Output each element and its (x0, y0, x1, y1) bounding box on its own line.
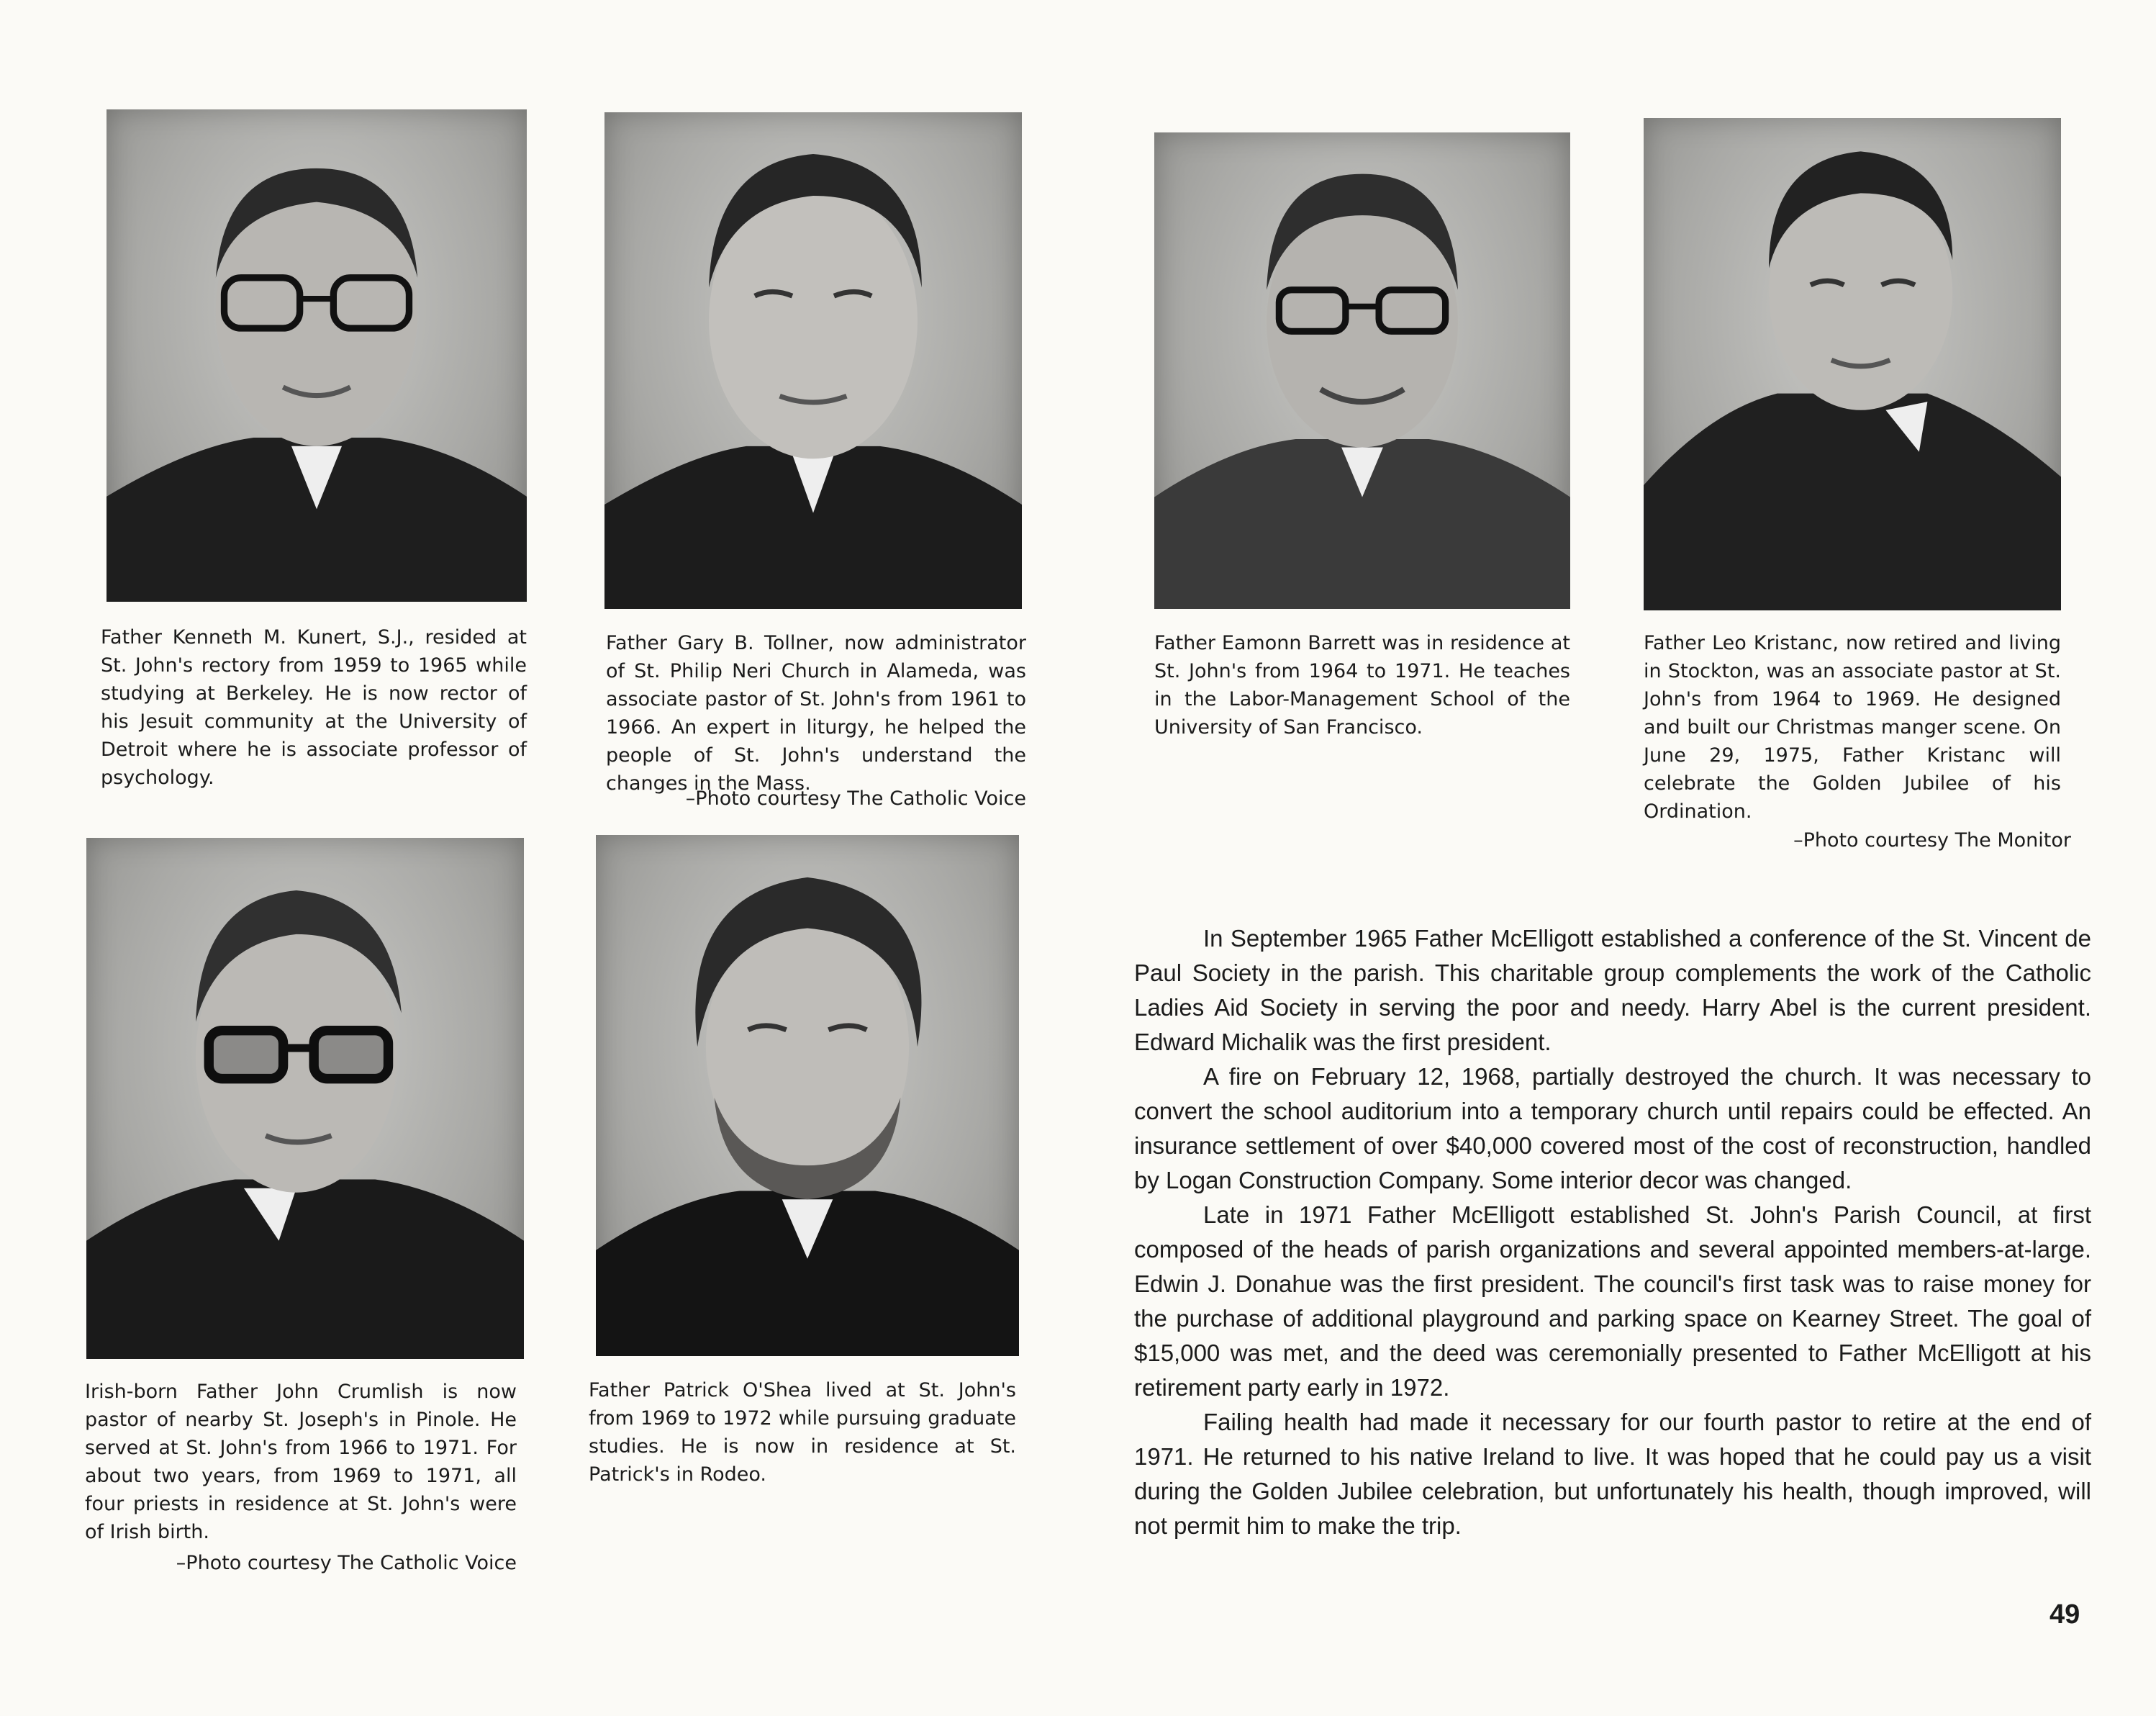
photo-kristanc (1644, 118, 2061, 610)
page-number: 49 (2049, 1599, 2080, 1630)
caption-kunert: Father Kenneth M. Kunert, S.J., resided at St. John's rectory from 1959 to 1965 while studying at Berkeley. He is now rector of his Jesuit community at the University of Detroit where he is associate professor of psychology. (101, 626, 527, 789)
portrait-kunert-image (107, 109, 527, 602)
portrait-tollner-image (604, 112, 1022, 609)
body-paragraph-2: A fire on February 12, 1968, partially destroyed the church. It was necessary to convert the school auditorium into a temporary church until repairs could be effected. An insurance settlement of over $40,000 covered most of the cost of reconstruction, handled by Logan Construction Company. Some interior decor was changed. (1134, 1063, 2091, 1193)
caption-oshea: Father Patrick O'Shea lived at St. John's from 1969 to 1972 while pursuing graduate studies. He is now in residence at St. Patrick's in Rodeo. (589, 1379, 1016, 1486)
caption-crumlish: Irish-born Father John Crumlish is now pastor of nearby St. Joseph's in Pinole. He served at St. John's from 1966 to 1971. For about two years, from 1969 to 1971, all four priests in residence at St. John's were of Irish birth. (85, 1381, 517, 1543)
credit-tollner: –Photo courtesy The Catholic Voice (685, 787, 1026, 810)
photo-oshea (596, 835, 1019, 1356)
body-paragraph-3: Late in 1971 Father McElligott established St. John's Parish Council, at first composed of the heads of parish organizations and several appointed members-at-large. Edwin J. Donahue was the first president. The council's first task was to raise money for the purchase of additional playground and parking space on Kearney Street. The goal of $15,000 was met, and the deed was ceremonially presented to Father McElligott at his retirement party early in 1972. (1134, 1201, 2091, 1401)
credit-kristanc: –Photo courtesy The Monitor (1793, 829, 2071, 852)
photo-crumlish (86, 838, 524, 1359)
photo-kunert (107, 109, 527, 602)
credit-crumlish: –Photo courtesy The Catholic Voice (176, 1552, 517, 1574)
photo-tollner (604, 112, 1022, 609)
caption-kristanc: Father Leo Kristanc, now retired and living in Stockton, was an associate pastor at St. John's from 1964 to 1969. He designed and built our Christmas manger scene. On June 29, 1975, Father Kristanc will celebrate the Golden Jubilee of his Ordination. (1644, 632, 2061, 823)
caption-barrett: Father Eamonn Barrett was in residence at St. John's from 1964 to 1971. He teaches in the Labor-Management School of the University of San Francisco. (1154, 632, 1570, 739)
body-paragraph-4: Failing health had made it necessary for our fourth pastor to retire at the end of 1971. He returned to his native Ireland to live. It was hoped that he could pay us a visit during the Golden Jubilee celebration, but unfortunately his health, though improved, will not permit him to make the trip. (1134, 1409, 2091, 1539)
portrait-kristanc-image (1644, 118, 2061, 610)
body-text (1134, 921, 2091, 1543)
portrait-barrett-image (1154, 132, 1570, 609)
portrait-crumlish-image (86, 838, 524, 1359)
caption-tollner: Father Gary B. Tollner, now administrator of St. Philip Neri Church in Alameda, was associate pastor of St. John's from 1961 to 1966. An expert in liturgy, he helped the people of St. John's understand the changes in the Mass. (606, 632, 1026, 795)
photo-barrett (1154, 132, 1570, 609)
body-paragraph-1: In September 1965 Father McElligott established a conference of the St. Vincent de Paul Society in the parish. This charitable group complements the work of the Catholic Ladies Aid Society in serving the poor and needy. Harry Abel is the current president. Edward Michalik was the first president. (1134, 925, 2091, 1055)
portrait-oshea-image (596, 835, 1019, 1356)
